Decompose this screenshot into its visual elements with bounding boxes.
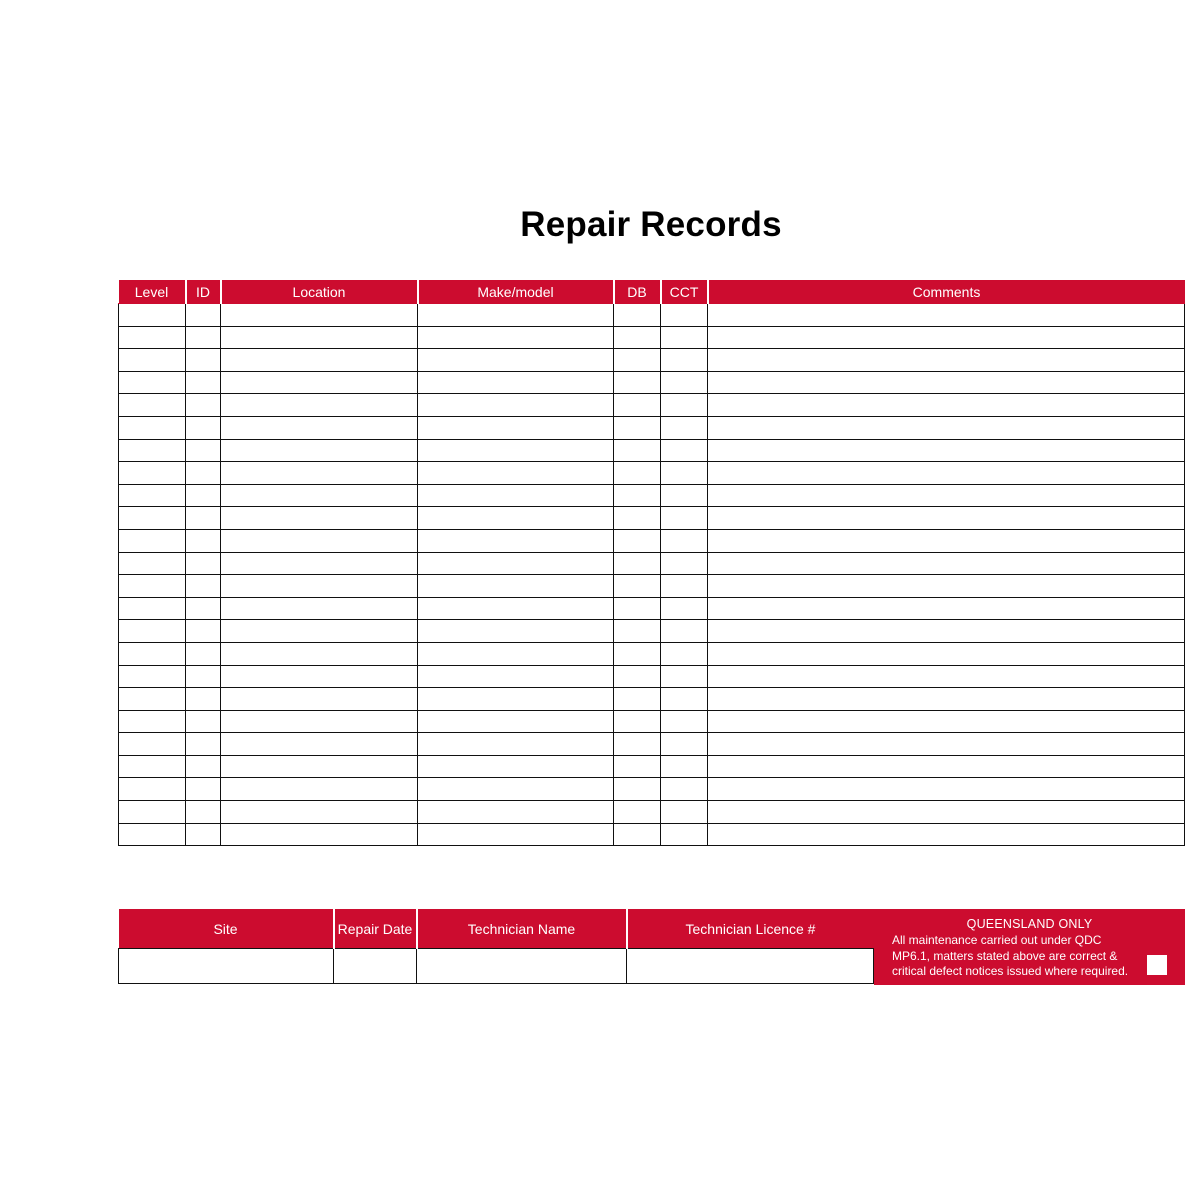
comments-cell[interactable]	[708, 371, 1185, 394]
db-cell[interactable]	[614, 416, 661, 439]
table-row	[119, 778, 1185, 801]
table-row	[119, 304, 1185, 327]
site-field[interactable]	[119, 949, 334, 984]
level-cell[interactable]	[119, 575, 186, 598]
column-header-location: Location	[221, 280, 418, 304]
column-header-make-model: Make/model	[418, 280, 614, 304]
cct-cell[interactable]	[661, 326, 708, 349]
make-model-cell[interactable]	[418, 326, 614, 349]
level-cell[interactable]	[119, 439, 186, 462]
db-cell[interactable]	[614, 529, 661, 552]
technician-licence-field[interactable]	[627, 949, 874, 984]
location-cell[interactable]	[221, 507, 418, 530]
make-model-cell[interactable]	[418, 507, 614, 530]
make-model-cell[interactable]	[418, 552, 614, 575]
location-cell[interactable]	[221, 394, 418, 417]
table-row	[119, 620, 1185, 643]
cct-cell[interactable]	[661, 552, 708, 575]
comments-cell[interactable]	[708, 394, 1185, 417]
location-cell[interactable]	[221, 665, 418, 688]
comments-cell[interactable]	[708, 552, 1185, 575]
location-cell[interactable]	[221, 484, 418, 507]
level-cell[interactable]	[119, 642, 186, 665]
id-cell[interactable]	[186, 484, 221, 507]
comments-cell[interactable]	[708, 529, 1185, 552]
table-row	[119, 416, 1185, 439]
cct-cell[interactable]	[661, 394, 708, 417]
level-cell[interactable]	[119, 823, 186, 846]
records-body	[119, 304, 1185, 846]
location-cell[interactable]	[221, 416, 418, 439]
make-model-cell[interactable]	[418, 304, 614, 327]
db-cell[interactable]	[614, 552, 661, 575]
level-cell[interactable]	[119, 755, 186, 778]
location-cell[interactable]	[221, 778, 418, 801]
signoff-table	[118, 909, 874, 984]
location-cell[interactable]	[221, 710, 418, 733]
level-cell[interactable]	[119, 304, 186, 327]
queensland-only-heading: QUEENSLAND ONLY	[966, 917, 1093, 931]
table-row	[119, 801, 1185, 824]
id-cell[interactable]	[186, 326, 221, 349]
location-cell[interactable]	[221, 326, 418, 349]
cct-cell[interactable]	[661, 620, 708, 643]
queensland-declaration-checkbox[interactable]	[1147, 955, 1167, 975]
db-cell[interactable]	[614, 484, 661, 507]
make-model-cell[interactable]	[418, 823, 614, 846]
repair-records-table	[118, 280, 1185, 846]
db-cell[interactable]	[614, 304, 661, 327]
table-row	[119, 394, 1185, 417]
location-cell[interactable]	[221, 755, 418, 778]
db-cell[interactable]	[614, 755, 661, 778]
make-model-cell[interactable]	[418, 529, 614, 552]
comments-cell[interactable]	[708, 304, 1185, 327]
table-row	[119, 552, 1185, 575]
location-cell[interactable]	[221, 597, 418, 620]
cct-cell[interactable]	[661, 597, 708, 620]
cct-cell[interactable]	[661, 507, 708, 530]
level-cell[interactable]	[119, 733, 186, 756]
location-cell[interactable]	[221, 529, 418, 552]
table-row	[119, 642, 1185, 665]
comments-cell[interactable]	[708, 778, 1185, 801]
level-cell[interactable]	[119, 552, 186, 575]
db-cell[interactable]	[614, 688, 661, 711]
id-cell[interactable]	[186, 394, 221, 417]
cct-cell[interactable]	[661, 801, 708, 824]
table-row	[119, 371, 1185, 394]
id-cell[interactable]	[186, 416, 221, 439]
id-cell[interactable]	[186, 462, 221, 485]
db-cell[interactable]	[614, 642, 661, 665]
db-cell[interactable]	[614, 394, 661, 417]
make-model-cell[interactable]	[418, 575, 614, 598]
column-header-cct: CCT	[661, 280, 708, 304]
level-cell[interactable]	[119, 416, 186, 439]
make-model-cell[interactable]	[418, 733, 614, 756]
id-cell[interactable]	[186, 665, 221, 688]
id-cell[interactable]	[186, 823, 221, 846]
comments-cell[interactable]	[708, 642, 1185, 665]
page-title: Repair Records	[520, 205, 782, 244]
comments-cell[interactable]	[708, 710, 1185, 733]
db-cell[interactable]	[614, 823, 661, 846]
technician-name-field[interactable]	[417, 949, 627, 984]
db-cell[interactable]	[614, 597, 661, 620]
comments-cell[interactable]	[708, 597, 1185, 620]
make-model-cell[interactable]	[418, 755, 614, 778]
level-cell[interactable]	[119, 462, 186, 485]
make-model-cell[interactable]	[418, 416, 614, 439]
repair-date-field[interactable]	[334, 949, 417, 984]
make-model-cell[interactable]	[418, 439, 614, 462]
db-cell[interactable]	[614, 710, 661, 733]
id-cell[interactable]	[186, 642, 221, 665]
make-model-cell[interactable]	[418, 484, 614, 507]
comments-cell[interactable]	[708, 484, 1185, 507]
id-cell[interactable]	[186, 349, 221, 372]
column-header-site: Site	[119, 909, 334, 949]
id-cell[interactable]	[186, 755, 221, 778]
comments-cell[interactable]	[708, 462, 1185, 485]
db-cell[interactable]	[614, 801, 661, 824]
comments-cell[interactable]	[708, 688, 1185, 711]
db-cell[interactable]	[614, 462, 661, 485]
make-model-cell[interactable]	[418, 778, 614, 801]
table-row	[119, 755, 1185, 778]
id-cell[interactable]	[186, 733, 221, 756]
location-cell[interactable]	[221, 801, 418, 824]
cct-cell[interactable]	[661, 778, 708, 801]
make-model-cell[interactable]	[418, 620, 614, 643]
make-model-cell[interactable]	[418, 371, 614, 394]
id-cell[interactable]	[186, 801, 221, 824]
cct-cell[interactable]	[661, 371, 708, 394]
column-header-comments: Comments	[708, 280, 1185, 304]
level-cell[interactable]	[119, 484, 186, 507]
id-cell[interactable]	[186, 710, 221, 733]
make-model-cell[interactable]	[418, 462, 614, 485]
comments-cell[interactable]	[708, 416, 1185, 439]
make-model-cell[interactable]	[418, 801, 614, 824]
location-cell[interactable]	[221, 371, 418, 394]
location-cell[interactable]	[221, 304, 418, 327]
cct-cell[interactable]	[661, 642, 708, 665]
comments-cell[interactable]	[708, 733, 1185, 756]
level-cell[interactable]	[119, 688, 186, 711]
db-cell[interactable]	[614, 326, 661, 349]
level-cell[interactable]	[119, 507, 186, 530]
table-row	[119, 575, 1185, 598]
db-cell[interactable]	[614, 507, 661, 530]
table-row	[119, 349, 1185, 372]
id-cell[interactable]	[186, 304, 221, 327]
table-row	[119, 529, 1185, 552]
db-cell[interactable]	[614, 575, 661, 598]
column-header-db: DB	[614, 280, 661, 304]
db-cell[interactable]	[614, 778, 661, 801]
cct-cell[interactable]	[661, 439, 708, 462]
table-row	[119, 665, 1185, 688]
cct-cell[interactable]	[661, 304, 708, 327]
location-cell[interactable]	[221, 733, 418, 756]
comments-cell[interactable]	[708, 620, 1185, 643]
level-cell[interactable]	[119, 620, 186, 643]
table-row	[119, 326, 1185, 349]
column-header-id: ID	[186, 280, 221, 304]
cct-cell[interactable]	[661, 484, 708, 507]
id-cell[interactable]	[186, 371, 221, 394]
column-header-technician-licence: Technician Licence #	[627, 909, 874, 949]
table-row	[119, 710, 1185, 733]
cct-cell[interactable]	[661, 755, 708, 778]
level-cell[interactable]	[119, 349, 186, 372]
location-cell[interactable]	[221, 462, 418, 485]
table-row	[119, 597, 1185, 620]
id-cell[interactable]	[186, 597, 221, 620]
id-cell[interactable]	[186, 507, 221, 530]
make-model-cell[interactable]	[418, 710, 614, 733]
db-cell[interactable]	[614, 665, 661, 688]
comments-cell[interactable]	[708, 665, 1185, 688]
column-header-level: Level	[119, 280, 186, 304]
queensland-only-box	[874, 909, 1185, 985]
id-cell[interactable]	[186, 552, 221, 575]
location-cell[interactable]	[221, 620, 418, 643]
signoff-header-row	[119, 909, 874, 949]
make-model-cell[interactable]	[418, 665, 614, 688]
level-cell[interactable]	[119, 801, 186, 824]
signoff-row	[119, 949, 874, 984]
id-cell[interactable]	[186, 688, 221, 711]
comments-cell[interactable]	[708, 349, 1185, 372]
cct-cell[interactable]	[661, 710, 708, 733]
level-cell[interactable]	[119, 371, 186, 394]
make-model-cell[interactable]	[418, 597, 614, 620]
cct-cell[interactable]	[661, 462, 708, 485]
make-model-cell[interactable]	[418, 349, 614, 372]
db-cell[interactable]	[614, 439, 661, 462]
comments-cell[interactable]	[708, 823, 1185, 846]
level-cell[interactable]	[119, 710, 186, 733]
comments-cell[interactable]	[708, 575, 1185, 598]
table-row	[119, 507, 1185, 530]
level-cell[interactable]	[119, 665, 186, 688]
cct-cell[interactable]	[661, 349, 708, 372]
location-cell[interactable]	[221, 349, 418, 372]
table-row	[119, 733, 1185, 756]
level-cell[interactable]	[119, 394, 186, 417]
db-cell[interactable]	[614, 733, 661, 756]
column-header-repair-date: Repair Date	[334, 909, 417, 949]
location-cell[interactable]	[221, 688, 418, 711]
make-model-cell[interactable]	[418, 394, 614, 417]
comments-cell[interactable]	[708, 326, 1185, 349]
location-cell[interactable]	[221, 575, 418, 598]
cct-cell[interactable]	[661, 665, 708, 688]
table-row	[119, 462, 1185, 485]
comments-cell[interactable]	[708, 755, 1185, 778]
queensland-declaration-text: All maintenance carried out under QDC MP6.1, matters stated above are correct & critical defect notices issued where required.	[892, 933, 1129, 978]
id-cell[interactable]	[186, 529, 221, 552]
comments-cell[interactable]	[708, 507, 1185, 530]
table-row	[119, 439, 1185, 462]
location-cell[interactable]	[221, 642, 418, 665]
make-model-cell[interactable]	[418, 688, 614, 711]
comments-cell[interactable]	[708, 801, 1185, 824]
id-cell[interactable]	[186, 439, 221, 462]
level-cell[interactable]	[119, 778, 186, 801]
cct-cell[interactable]	[661, 688, 708, 711]
level-cell[interactable]	[119, 529, 186, 552]
table-row	[119, 823, 1185, 846]
id-cell[interactable]	[186, 620, 221, 643]
level-cell[interactable]	[119, 326, 186, 349]
cct-cell[interactable]	[661, 529, 708, 552]
id-cell[interactable]	[186, 778, 221, 801]
location-cell[interactable]	[221, 439, 418, 462]
comments-cell[interactable]	[708, 439, 1185, 462]
cct-cell[interactable]	[661, 733, 708, 756]
make-model-cell[interactable]	[418, 642, 614, 665]
db-cell[interactable]	[614, 349, 661, 372]
location-cell[interactable]	[221, 552, 418, 575]
level-cell[interactable]	[119, 597, 186, 620]
cct-cell[interactable]	[661, 416, 708, 439]
db-cell[interactable]	[614, 620, 661, 643]
records-header-row	[119, 280, 1185, 304]
table-row	[119, 484, 1185, 507]
location-cell[interactable]	[221, 823, 418, 846]
id-cell[interactable]	[186, 575, 221, 598]
cct-cell[interactable]	[661, 575, 708, 598]
cct-cell[interactable]	[661, 823, 708, 846]
table-row	[119, 688, 1185, 711]
column-header-technician-name: Technician Name	[417, 909, 627, 949]
db-cell[interactable]	[614, 371, 661, 394]
